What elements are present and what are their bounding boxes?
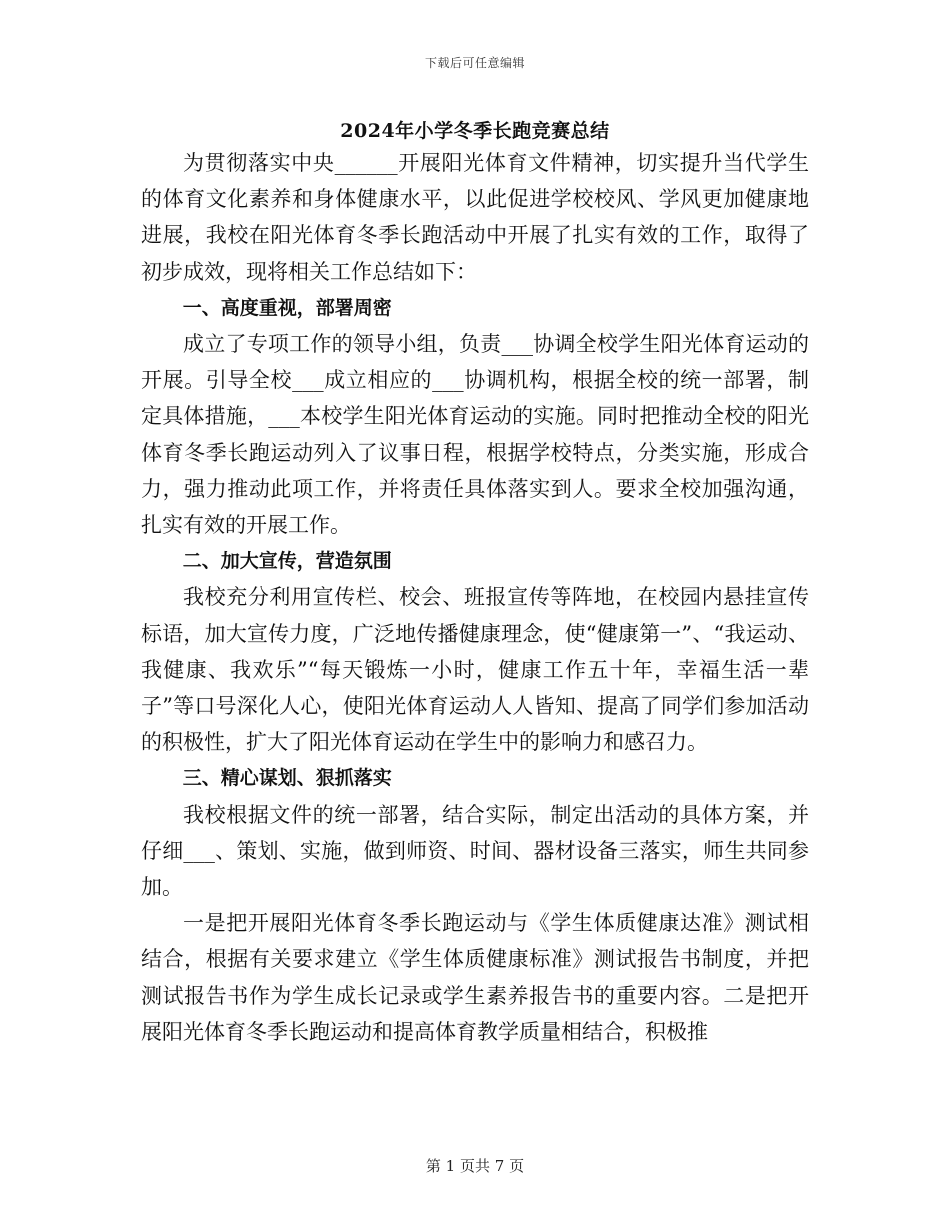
section-2-paragraph: 我校充分利用宣传栏、校会、班报宣传等阵地，在校园内悬挂宣传标语，加大宣传力度，广泛地传播健康理念，使“健康第一”、“我运动、我健康、我欢乐”“每天锻炼一小时，健康工作五十年，幸福生活一辈子”等口号深化人心，使阳光体育运动人人皆知、提高了同学们参加活动的积极性，扩大了阳光体育运动在学生中的影响力和感召力。 (141, 585, 809, 755)
section-1-paragraph: 成立了专项工作的领导小组，负责___协调全校学生阳光体育运动的开展。引导全校___成立相应的___协调机构，根据全校的统一部署，制定具体措施，___本校学生阳光体育运动的实施。同时把推动全校的阳光体育冬季长跑运动列入了议事日程，根据学校特点，分类实施，形成合力，强力推动此项工作，并将责任具体落实到人。要求全校加强沟通，扎实有效的开展工作。 (141, 332, 809, 538)
section-heading-1: 一、高度重视，部署周密 (182, 296, 392, 319)
intro-paragraph: 为贯彻落实中央______开展阳光体育文件精神，切实提升当代学生的体育文化素养和身体健康水平，以此促进学校校风、学风更加健康地进展，我校在阳光体育冬季长跑活动中开展了扎实有效的工作，取得了初步成效，现将相关工作总结如下： (141, 151, 809, 284)
section-3-paragraph: 我校根据文件的统一部署，结合实际，制定出活动的具体方案，并仔细___、策划、实施，做到师资、时间、器材设备三落实，师生共同参加。 (141, 802, 809, 900)
document-title: 2024年小学冬季长跑竞赛总结 (340, 120, 610, 142)
header-note: 下载后可任意编辑 (424, 56, 525, 70)
page-footer: 第 1 页共 7 页 (425, 1157, 525, 1175)
section-heading-3: 三、精心谋划、狠抓落实 (182, 767, 392, 790)
section-heading-2: 二、加大宣传，营造氛围 (182, 550, 392, 573)
document-body (141, 145, 809, 1050)
section-3-paragraph-continued: 一是把开展阳光体育冬季长跑运动与《学生体质健康达准》测试相结合，根据有关要求建立《学生体质健康标准》测试报告书制度，并把测试报告书作为学生成长记录或学生素养报告书的重要内容。二是把开展阳光体育冬季长跑运动和提高体育教学质量相结合，积极推 (141, 911, 809, 1044)
